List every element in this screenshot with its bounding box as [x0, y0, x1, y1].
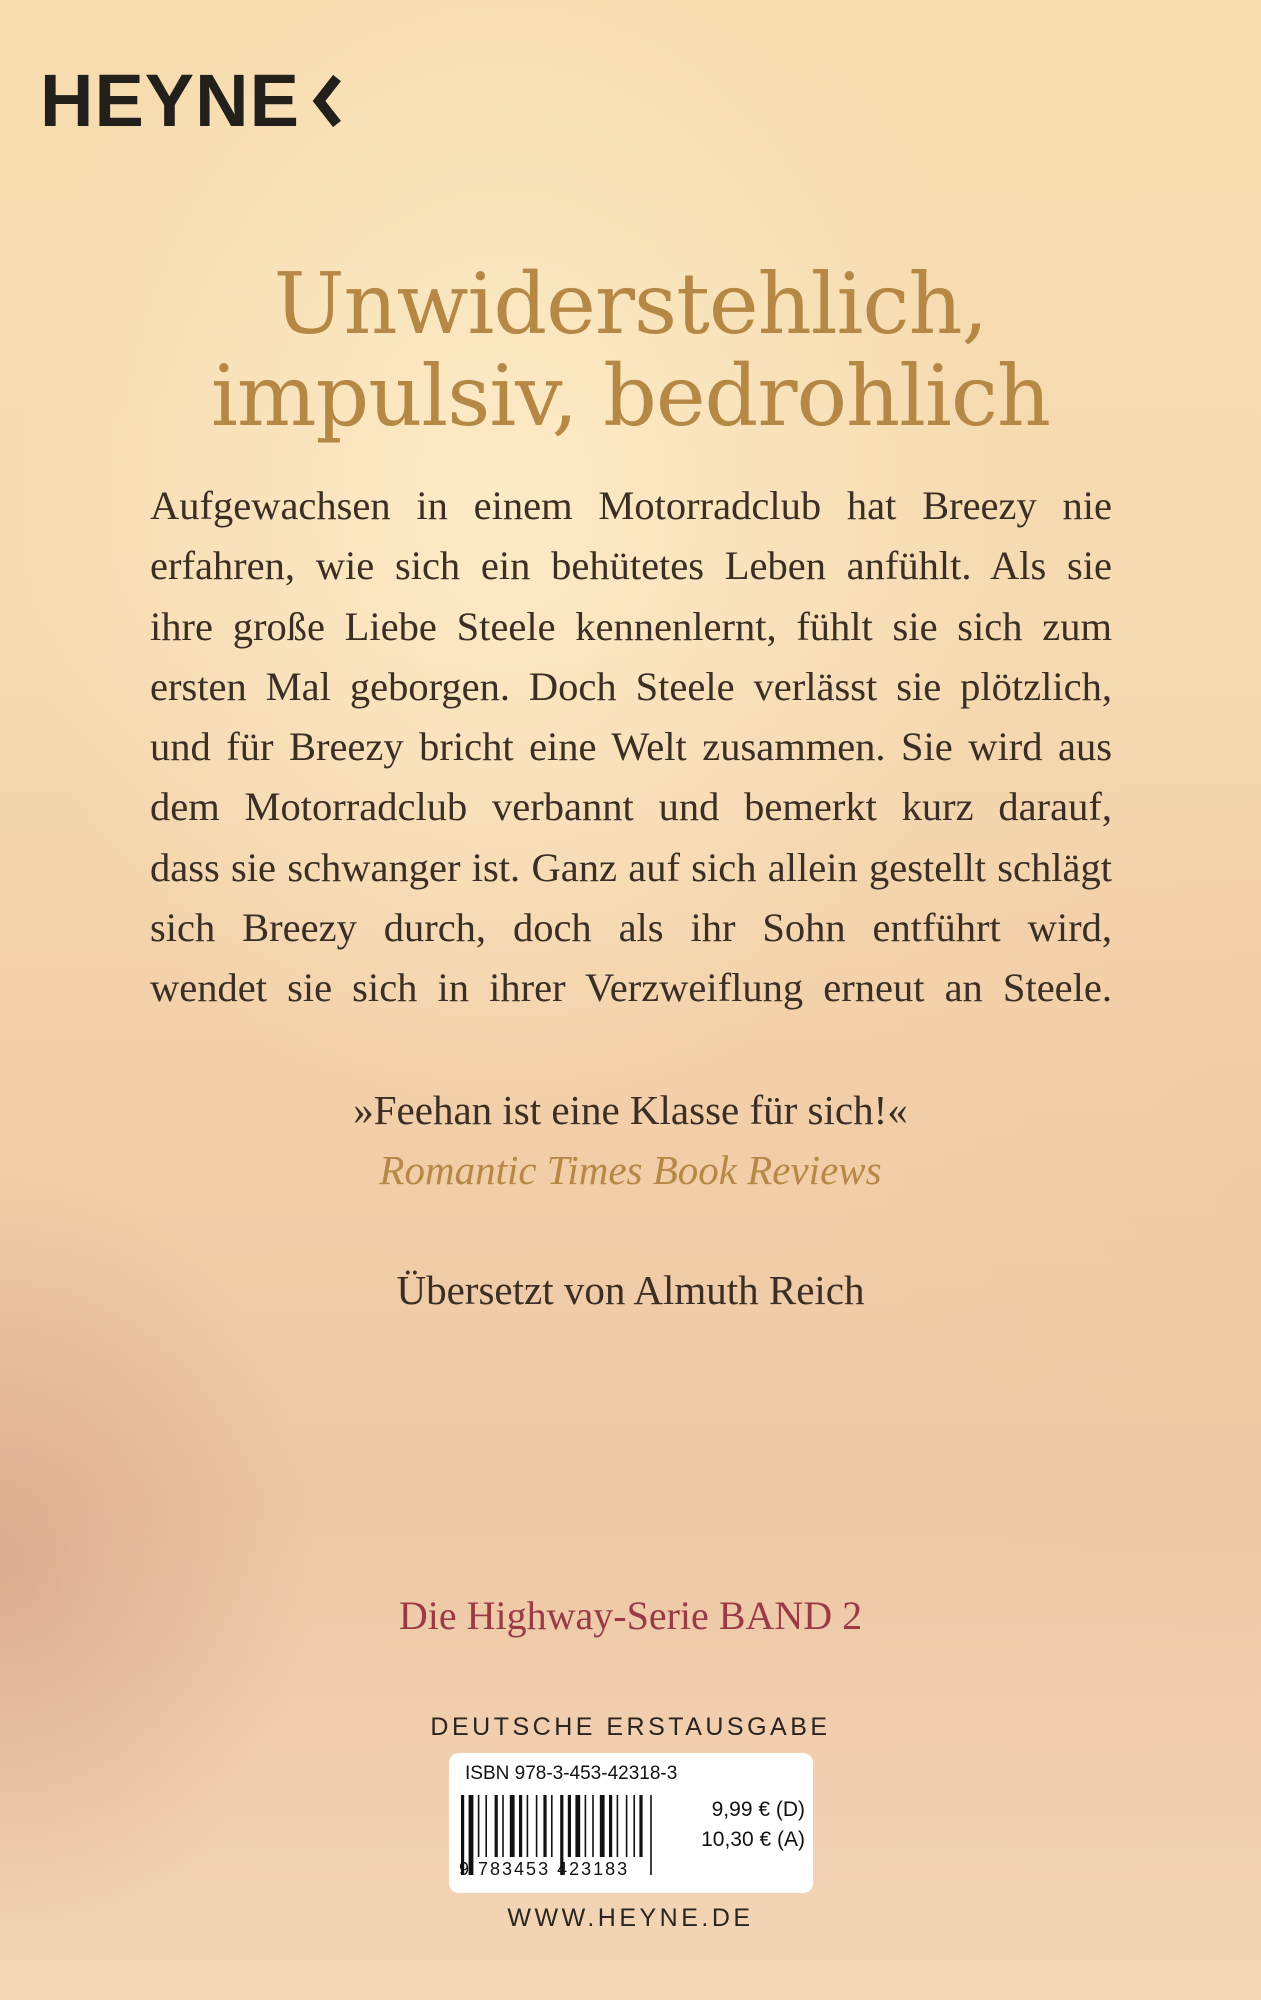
headline-line-2: impulsiv, bedrohlich	[210, 347, 1051, 445]
headline-line-1: Unwiderstehlich,	[273, 255, 988, 353]
edition-label: DEUTSCHE ERSTAUSGABE	[430, 1713, 831, 1741]
barcode-digits: 9 783453 423183	[459, 1859, 630, 1879]
blurb-line: ihre große Liebe Steele kennenlernt, fühlt sie sich zum	[150, 603, 1112, 649]
price-block	[699, 1795, 805, 1855]
publisher-logo	[40, 59, 344, 142]
review-quote: »Feehan ist eine Klasse für sich!«	[353, 1087, 908, 1133]
blurb-line: dem Motorradclub verbannt und bemerkt kurz darauf,	[150, 784, 1112, 830]
blurb-line: erfahren, wie sich ein behütetes Leben anfühlt. Als sie	[150, 543, 1112, 589]
publisher-website: WWW.HEYNE.DE	[507, 1904, 754, 1932]
translator-credit: Übersetzt von Almuth Reich	[396, 1267, 865, 1313]
barcode-panel	[449, 1753, 813, 1893]
blurb-line: wendet sie sich in ihrer Verzweiflung erneut an Steele.	[150, 965, 1112, 1011]
blurb-line: und für Breezy bricht eine Welt zusammen. Sie wird aus	[150, 724, 1112, 770]
blurb-line: ersten Mal geborgen. Doch Steele verlässt sie plötzlich,	[150, 663, 1112, 709]
price-germany: 9,99 € (D)	[711, 1798, 805, 1821]
chevron-left-icon	[310, 72, 344, 130]
price-austria: 10,30 € (A)	[701, 1828, 805, 1851]
isbn-label: ISBN 978-3-453-42318-3	[465, 1763, 678, 1784]
blurb-line: sich Breezy durch, doch als ihr Sohn entführt wird,	[150, 905, 1112, 951]
blurb	[150, 476, 1112, 1019]
publisher-logo-text: HEYNE	[40, 59, 300, 142]
headline	[0, 255, 1261, 445]
blurb-line: Aufgewachsen in einem Motorradclub hat Breezy nie	[150, 483, 1112, 528]
series-label: Die Highway-Serie BAND 2	[398, 1593, 863, 1638]
blurb-line: dass sie schwanger ist. Ganz auf sich allein gestellt schlägt	[150, 844, 1112, 890]
review-source: Romantic Times Book Reviews	[379, 1147, 882, 1193]
